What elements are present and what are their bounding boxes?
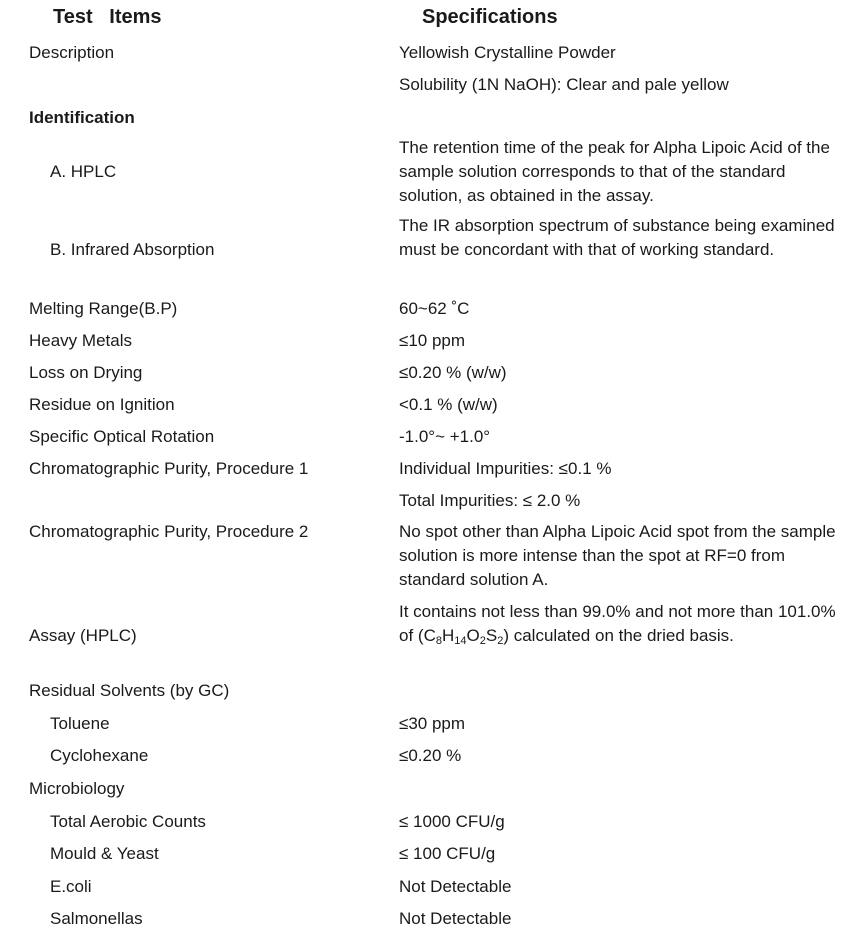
spec-chrom-individual: Individual Impurities: ≤0.1 % xyxy=(399,459,612,478)
spec-melting-range: 60~62 ˚C xyxy=(399,299,470,318)
spec-residue-on-ignition: <0.1 % (w/w) xyxy=(399,395,498,414)
spec-assay: It contains not less than 99.0% and not more than 101.0% of $(C_8H_{14}O_2S_2)$ calculated on the dried basis. xyxy=(399,602,836,647)
item-chrom-purity-1: Chromatographic Purity, Procedure 1 xyxy=(29,459,309,478)
spec-salmonellas: Not Detectable xyxy=(399,909,512,928)
item-melting-range: Melting Range(B.P) xyxy=(29,299,178,318)
item-loss-on-drying: Loss on Drying xyxy=(29,363,143,382)
spec-description-solubility: Solubility (1N NaOH): Clear and pale yellow xyxy=(399,75,729,94)
spec-loss-on-drying: ≤0.20 % (w/w) xyxy=(399,363,507,382)
item-hplc: A. HPLC xyxy=(50,162,117,181)
item-heavy-metals: Heavy Metals xyxy=(29,331,132,350)
item-optical-rotation: Specific Optical Rotation xyxy=(29,427,215,446)
spec-heavy-metals: ≤10 ppm xyxy=(399,331,466,350)
spec-mould-yeast: ≤ 100 CFU/g xyxy=(399,844,496,863)
item-ecoli: E.coli xyxy=(50,877,92,896)
item-chrom-purity-2: Chromatographic Purity, Procedure 2 xyxy=(29,522,309,541)
item-salmonellas: Salmonellas xyxy=(50,909,143,928)
header-test-items: Test Items xyxy=(53,6,162,28)
item-residue-on-ignition: Residue on Ignition xyxy=(29,395,175,414)
item-description: Description xyxy=(29,43,115,62)
header-specifications: Specifications xyxy=(422,6,558,28)
item-residual-solvents: Residual Solvents (by GC) xyxy=(29,681,230,700)
spec-hplc: The retention time of the peak for Alpha Lipoic Acid of the sample solution corresponds to that of the standard solution, as obtained in the assay. xyxy=(399,138,830,205)
spec-chrom-purity-2: No spot other than Alpha Lipoic Acid spot from the sample solution is more intense than the spot at RF=0 from standard solution A. xyxy=(399,522,836,589)
item-assay: Assay (HPLC) xyxy=(29,626,137,645)
item-total-aerobic: Total Aerobic Counts xyxy=(50,812,206,831)
spec-toluene: ≤30 ppm xyxy=(399,714,466,733)
spec-infrared: The IR absorption spectrum of substance being examined must be concordant with that of working standard. xyxy=(399,216,835,259)
item-microbiology: Microbiology xyxy=(29,779,125,798)
spec-optical-rotation: -1.0°~ +1.0° xyxy=(399,427,491,446)
spec-chrom-total: Total Impurities: ≤ 2.0 % xyxy=(399,491,581,510)
item-mould-yeast: Mould & Yeast xyxy=(50,844,159,863)
item-identification: Identification xyxy=(29,108,135,127)
spec-cyclohexane: ≤0.20 % xyxy=(399,746,462,765)
item-toluene: Toluene xyxy=(50,714,110,733)
item-cyclohexane: Cyclohexane xyxy=(50,746,149,765)
molecular-formula: $C_8H_{14}O_2S_2$ xyxy=(423,626,504,647)
item-infrared: B. Infrared Absorption xyxy=(50,240,215,259)
spec-description-appearance: Yellowish Crystalline Powder xyxy=(399,43,616,62)
spec-ecoli: Not Detectable xyxy=(399,877,512,896)
spec-total-aerobic: ≤ 1000 CFU/g xyxy=(399,812,505,831)
